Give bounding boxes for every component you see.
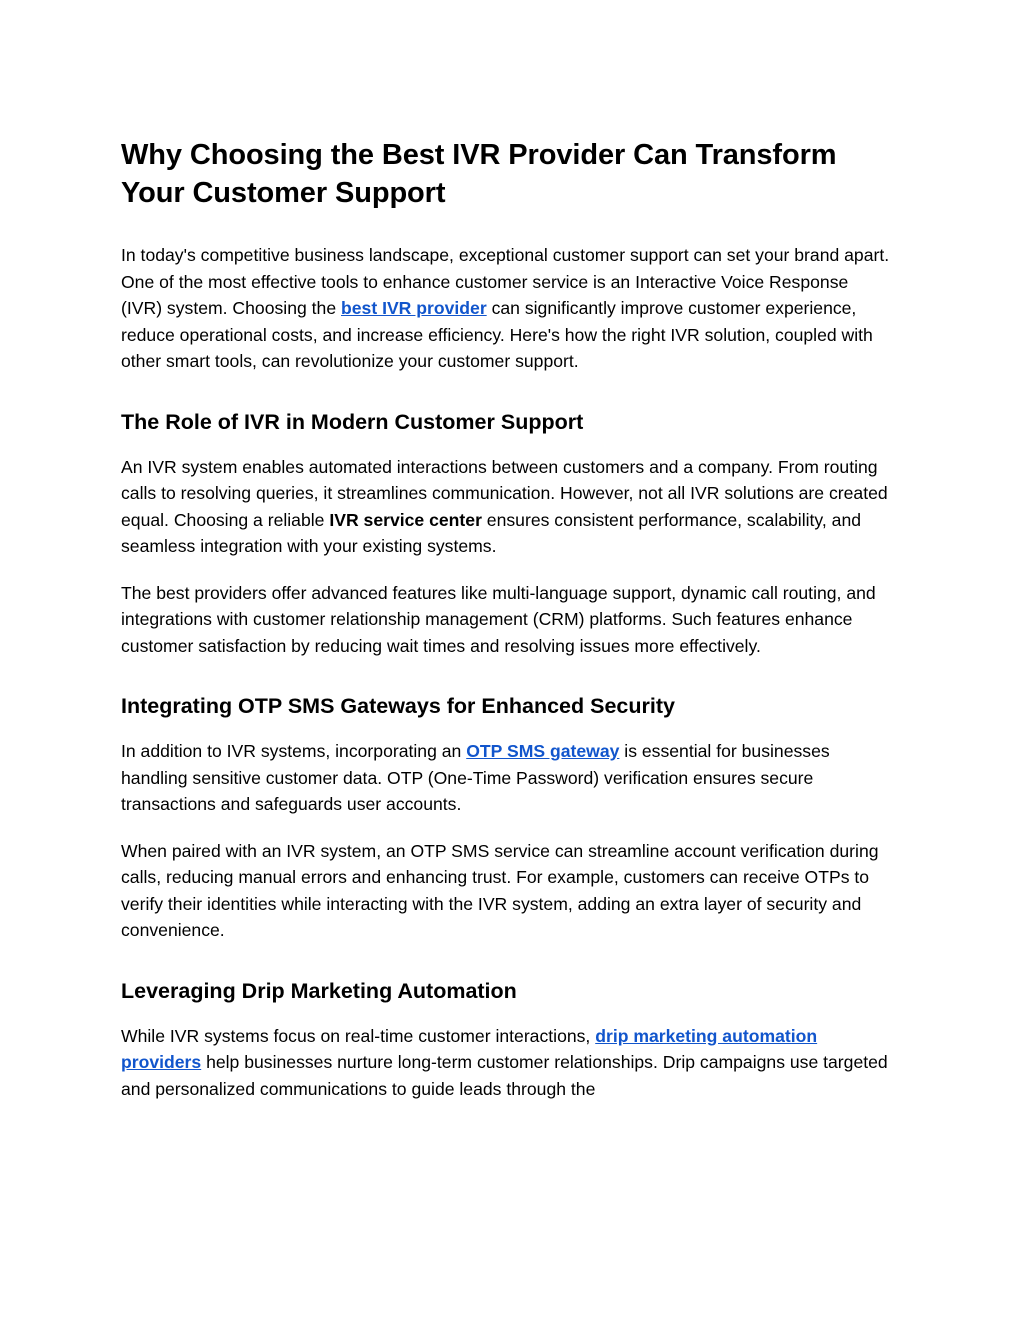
section-heading-otp: Integrating OTP SMS Gateways for Enhanced Security: [121, 694, 675, 718]
drip-p1-text-before-link: While IVR systems focus on real-time customer interactions,: [121, 1025, 596, 1046]
otp-paragraph-2: When paired with an IVR system, an OTP SMS service can streamline account verification during calls, reducing manual errors and enhancing trust. For example, customers can receive OTPs to verify their identities while interacting with the IVR system, adding an extra layer of security and convenience.: [121, 840, 879, 940]
section-heading-ivr-role: The Role of IVR in Modern Customer Support: [121, 409, 584, 434]
ivr-paragraph-2: The best providers offer advanced features like multi-language support, dynamic call routing, and integrations with customer relationship management (CRM) platforms. Such features enhance customer satisfaction by reducing wait times and resolving issues more effectively.: [121, 582, 876, 656]
otp-p1-text-before-link: In addition to IVR systems, incorporating an: [121, 741, 467, 761]
otp-sms-gateway-link[interactable]: OTP SMS gateway: [466, 741, 620, 761]
page-title: Why Choosing the Best IVR Provider Can Transform Your Customer Support: [121, 139, 837, 209]
best-ivr-provider-link[interactable]: best IVR provider: [341, 298, 487, 318]
otp-p1-text-after-link: is essential for businesses handling sensitive customer data. OTP (One-Time Password) verification ensures secure transactions and safeguards user accounts.: [121, 741, 830, 814]
section-heading-drip: Leveraging Drip Marketing Automation: [121, 978, 517, 1003]
intro-paragraph: [121, 242, 891, 375]
drip-paragraph-1: [121, 1023, 891, 1103]
ivr-service-center-bold: IVR service center: [329, 509, 482, 530]
otp-paragraph-1: [121, 738, 891, 818]
ivr-paragraph-1: [121, 454, 891, 560]
intro-text-after-link: can significantly improve customer experience, reduce operational costs, and increase efficiency. Here's how the right IVR solution, coupled with other smart tools, can revolutionize your customer support.: [121, 298, 873, 371]
document-page: [121, 136, 891, 1122]
drip-p1-text-after-link: help businesses nurture long-term customer relationships. Drip campaigns use targeted and personalized communications to guide leads through the: [121, 1052, 888, 1099]
intro-text-before-link: In today's competitive business landscape, exceptional customer support can set your brand apart. One of the most effective tools to enhance customer service is an Interactive Voice Response (IVR) system. Choosing the: [121, 245, 890, 318]
drip-marketing-automation-link[interactable]: drip marketing automation providers: [121, 1025, 818, 1072]
ivr-p1-text-after-bold: ensures consistent performance, scalability, and seamless integration with your existing systems.: [121, 509, 862, 556]
ivr-p1-text-before-bold: An IVR system enables automated interactions between customers and a company. From routing calls to resolving queries, it streamlines communication. However, not all IVR solutions are created equal. Choosing a reliable: [121, 456, 888, 530]
